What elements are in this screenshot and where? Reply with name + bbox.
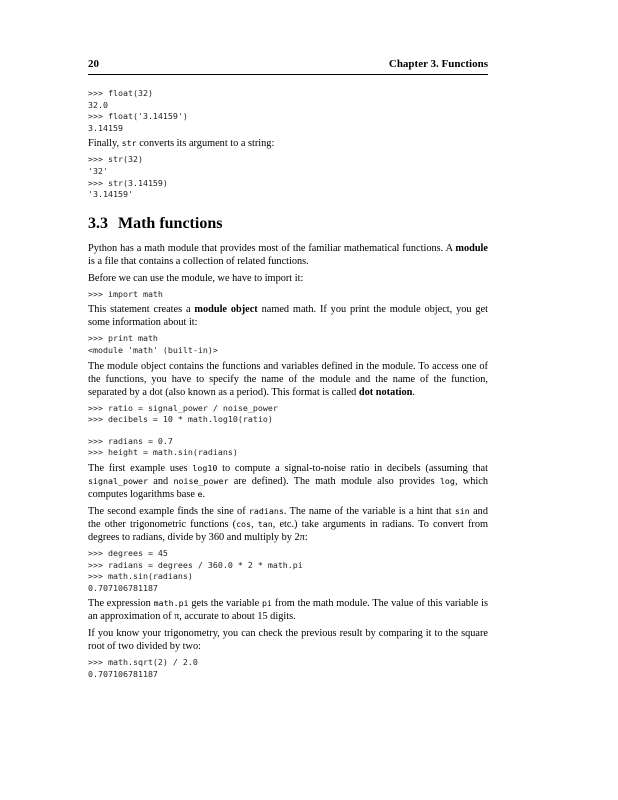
paragraph-log10: The first example uses log10 to compute a signal-to-noise ratio in decibels (assuming that signal_power and noise_power are defined). The math module also provides log, which computes logarithms base e. xyxy=(88,462,489,500)
paragraph-sqrt-intro: If you know your trigonometry, you can check the previous result by comparing it to the square root of two divided by two: xyxy=(88,628,488,653)
code-block-import: >>> import math xyxy=(88,288,163,299)
paragraph-dot-notation: The module object contains the functions and variables defined in the module. To access one of the functions, you have to specify the name of the module and the name of the function, separated by a dot (also known as a period). This format is called dot notation. xyxy=(88,360,488,398)
code-block-float: >>> float(32) 32.0 >>> float('3.14159') 3.14159 xyxy=(88,88,188,133)
code-block-radians: >>> radians = 0.7 >>> height = math.sin(radians) xyxy=(88,435,238,458)
page xyxy=(88,58,489,679)
paragraph-str-intro: Finally, str converts its argument to a string: xyxy=(88,138,275,150)
page-body xyxy=(88,88,488,683)
code-block-str: >>> str(32) '32' >>> str(3.14159) '3.14159' xyxy=(88,154,168,200)
section-heading xyxy=(88,215,488,233)
code-block-print-math: >>> print math <module 'math' (built-in)> xyxy=(88,333,218,355)
paragraph-module-object: This statement creates a module object named math. If you print the module object, you get some information about it: xyxy=(88,304,489,329)
page-number: 20 xyxy=(88,58,99,70)
paragraph-math-module: Python has a math module that provides most of the familiar mathematical functions. A module is a file that contains a collection of related functions. xyxy=(88,242,488,267)
paragraph-sine: The second example finds the sine of radians. The name of the variable is a hint that sin and the other trigonometric functions (cos, tan, etc.) take arguments in radians. To convert from degrees to radians, divide by 360 and multiply by 2π: xyxy=(88,505,488,543)
section-title: Math functions xyxy=(118,214,223,232)
code-block-sqrt: >>> math.sqrt(2) / 2.0 0.707106781187 xyxy=(88,657,198,679)
section-number: 3.3 xyxy=(88,214,108,232)
code-block-degrees: >>> degrees = 45 >>> radians = degrees / 360.0 * 2 * math.pi >>> math.sin(radians) 0.707106781187 xyxy=(88,547,303,593)
paragraph-math-pi: The expression math.pi gets the variable pi from the math module. The value of this variable is an approximation of π, accurate to about 15 digits. xyxy=(88,598,489,623)
paragraph-import-intro: Before we can use the module, we have to import it: xyxy=(88,272,304,284)
code-block-decibels: >>> ratio = signal_power / noise_power >>> decibels = 10 * math.log10(ratio) xyxy=(88,402,278,425)
running-header xyxy=(88,58,488,75)
chapter-title: Chapter 3. Functions xyxy=(388,58,488,70)
